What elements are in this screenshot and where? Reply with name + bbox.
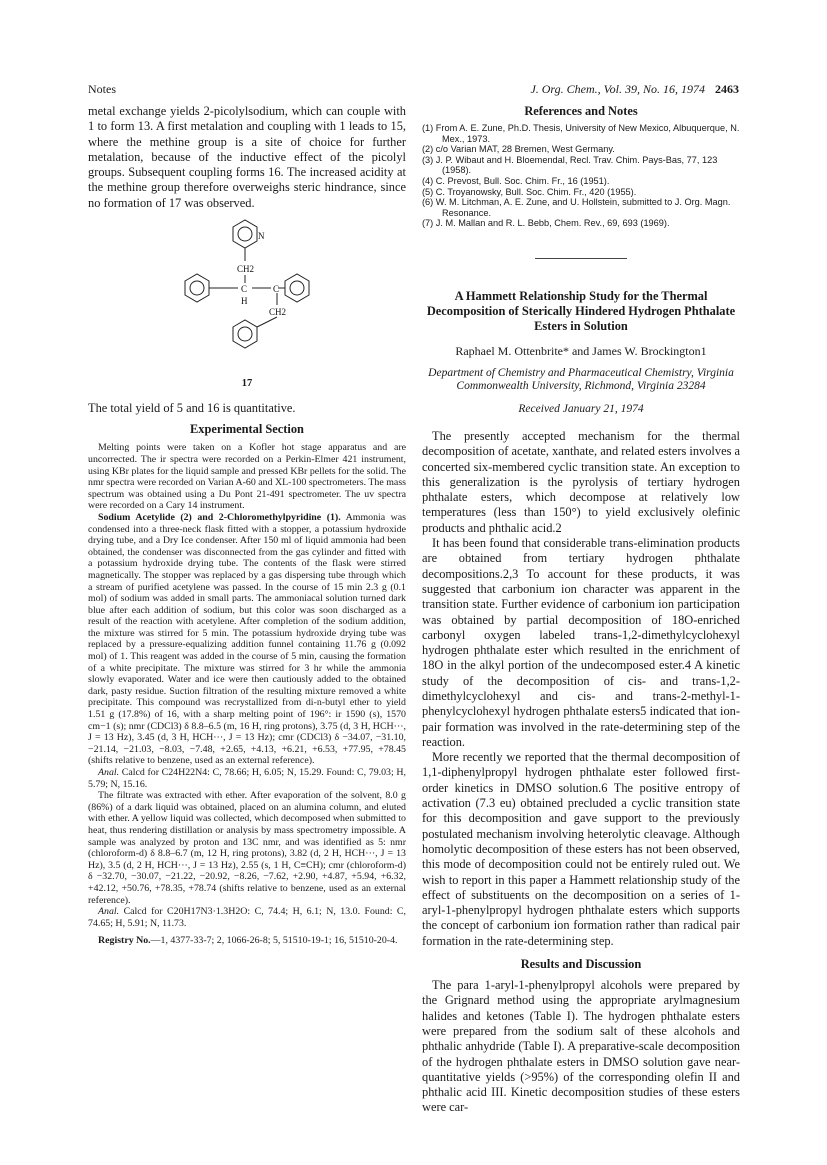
body-paragraph-4: The para 1-aryl-1-phenylpropyl alcohols were prepared by the Grignard method using the appropriate arylmagnesium halides and ketones (Table I). The hydrogen phthalate esters were prepared from the sodium salt of these alcohols and phthalic anhydride (Table I). A preparative-scale decomposition of the hydrogen phthalate esters in DMSO solution gave near-quantitative yields (>95%) of the corresponding olefin II and phthalic acid III. Kinetic decomposition studies of these esters were car- [422, 978, 740, 1115]
experimental-paragraph-1: Melting points were taken on a Kofler hot stage apparatus and are uncorrected. The ir spectra were recorded on a Perkin-Elmer 421 instrument, using KBr plates for the liquid sample and pressed KBr pellets for the solid. The nmr spectra were recorded on Varian A-60 and XL-100 spectrometers. The mass spectrum was obtained using a Du Pont 21-491 spectrometer. The uv spectra were recorded on a Cary 14 instrument. [88, 442, 406, 512]
body-paragraph-3: More recently we reported that the thermal decomposition of 1,1-diphenylpropyl hydrogen phthalate ester followed first-order kinetics in DMSO solution.6 The positive entropy of activation (7.3 eu) obtained precluded a cyclic transition state for this decomposition and gave support to the previously postulated mechanism involving heterolytic cleavage. Although homolytic decomposition of these esters has not been observed, this mode of decomposition could not be entirely ruled out. We wish to report in this paper a Hammett relationship study of the effect of substituents on the decomposition on a series of 1-aryl-1-phenylpropyl hydrogen phthalate esters which supports the concept of carbonium ion formation rather than radical pair formation in the rate-determining step. [422, 750, 740, 948]
experimental-heading: Experimental Section [190, 422, 304, 437]
reference-item: (7) J. M. Mallan and R. L. Bebb, Chem. Rev., 69, 693 (1969). [422, 218, 670, 229]
structure-diagram [173, 217, 323, 349]
body-paragraph-1: The presently accepted mechanism for the thermal decomposition of acetate, xanthate, and related esters involves a concerted six-membered cyclic transition state. An exception to this generalization is the pyrolysis of tertiary hydrogen phthalate esters, which decompose at relatively low temperatures (less than 150°) to yield exclusively olefinic products and phthalic acid.2 [422, 428, 740, 535]
right-column [422, 104, 740, 1116]
analysis-16 [88, 767, 406, 790]
registry-numbers [88, 935, 406, 947]
page-number: 2463 [715, 82, 739, 96]
anal-body: Calcd for C24H22N4: C, 78.66; H, 6.05; N, 15.29. Found: C, 79.03; H, 5.79; N, 15.16. [88, 767, 406, 790]
received-date: Received January 21, 1974 [518, 402, 644, 415]
references-heading: References and Notes [524, 104, 638, 118]
running-header-section: Notes [88, 82, 116, 96]
c-left-label: C [241, 284, 248, 295]
references-list [422, 123, 740, 229]
anal-label: Anal. [98, 767, 120, 778]
running-header-journal [530, 82, 739, 97]
experimental-paragraph-3: The filtrate was extracted with ether. After evaporation of the solvent, 8.0 g (86%) of a dark liquid was obtained, placed on an alumina column, and eluted with ether. A yellow liquid was collected, which decomposed when submitted to heat, thus rendering distillation or analysis by mass spectrometry impossible. A sample was analyzed by proton and 13C nmr, and was identified as 5: nmr (chloroform-d) δ 8.8–6.7 (m, 12 H, ring protons), 3.82 (d, 2 H, HCH···, J = 13 Hz), 3.5 (d, 2 H, HCH···, J = 13 Hz), 2.55 (s, 1 H, C≡CH); cmr (chloroform-d) δ −32.70, −30.07, −21.22, −20.92, −8.26, −7.62, +2.90, +4.87, +5.94, +6.32, +42.12, +50.76, +78.35, +78.74 (shifts relative to benzene, used as an external reference). [88, 790, 406, 906]
registry-body: —1, 4377-33-7; 2, 1066-26-8; 5, 51510-19-1; 16, 51510-20-4. [150, 935, 398, 947]
registry-label: Registry No. [98, 935, 151, 947]
total-yield-text: The total yield of 5 and 16 is quantitative. [88, 401, 296, 416]
analysis-5 [88, 906, 406, 929]
article-authors: Raphael M. Ottenbrite* and James W. Brockington1 [455, 343, 707, 358]
procedure-heading: Sodium Acetylide (2) and 2-Chloromethylpyridine (1). [98, 511, 341, 523]
compound-number: 17 [241, 378, 253, 390]
body-paragraph-2: It has been found that considerable trans-elimination products are obtained from tertiary hydrogen phthalate decompositions.2,3 To account for these products, it was suggested that carbonium ion character was apparent in the transition state. Further evidence of carbonium ion participation was obtained by partial decomposition of 18O-enriched carbonyl oxygen labeled trans-1,2-dimethylcyclohexyl hydrogen phthalate ester which resulted in the enrichment of 18O in the alkyl portion of the undecomposed ester.4 A kinetic study of the decomposition of cis- and trans-1,2-dimethylcyclohexyl and cis- and trans-2-methyl-1-phenylcyclohexyl hydrogen phthalate esters5 indicated that ion-pair formation was involved in the rate-determining step of the reaction. [422, 536, 740, 749]
author-affiliation: Department of Chemistry and Pharmaceutical Chemistry, Virginia Commonwealth University, Richmond, Virginia 23284 [428, 366, 734, 393]
left-column [88, 104, 406, 947]
n-label: N [258, 231, 265, 242]
anal-body: Calcd for C20H17N3·1.3H2O: C, 74.4; H, 6.1; N, 13.0. Found: C, 74.65; H, 5.91; N, 11.73. [88, 906, 406, 929]
reference-item: (3) J. P. Wibaut and H. Bloemendal, Recl. Trav. Chim. Pays-Bas, 77, 123 (1958). [422, 154, 718, 176]
reference-item: (5) C. Troyanowsky, Bull. Soc. Chim. Fr., 420 (1955). [422, 186, 637, 197]
ch2-top-label: CH2 [237, 264, 255, 275]
section-divider [535, 258, 627, 259]
h-label: H [241, 296, 248, 307]
reference-item: (2) c/o Varian MAT, 28 Bremen, West Germany. [422, 144, 615, 155]
reference-item: (6) W. M. Litchman, A. E. Zune, and U. Hollstein, submitted to J. Org. Magn. Resonance. [422, 197, 731, 218]
experimental-paragraph-2 [88, 512, 406, 767]
c-right-label: C [273, 284, 280, 295]
reference-item: (4) C. Prevost, Bull. Soc. Chim. Fr., 16 (1951). [422, 175, 610, 186]
article-title: A Hammett Relationship Study for the Thermal Decomposition of Sterically Hindered Hydrogen Phthalate Esters in Solution [426, 288, 736, 333]
ch2-bottom-label: CH2 [269, 307, 287, 318]
compound-17-structure [88, 217, 406, 372]
anal-label: Anal. [98, 906, 120, 918]
procedure-body: Ammonia was condensed into a three-neck flask fitted with a stopper, a potassium hydroxide drying tube, and a Dry Ice condenser. After 150 ml of liquid ammonia had been obtained, the condenser was disconnected from the gas cylinder and fitted with a potassium hydroxide drying tube. The contents of the flask were stirred magnetically. The stopper was replaced by a gas dispersing tube through which a stream of purified acetylene was passed. In the course of 15 min 2.3 g (0.1 mol) of sodium was added in small parts. The ammoniacal solution turned dark blue after each addition of sodium, but this color was soon discharged as a result of the reaction with acetylene. After completion of the sodium addition, the mixture was stirred for 5 min. The potassium hydroxide drying tube was replaced by a pressure-equalizing addition funnel containing 11.76 g (0.092 mol) of 1. This reagent was added in the course of 5 min, causing the formation of a white precipitate. The mixture was stirred for 3 hr while the ammonia slowly evaporated. Water and ice were then cautiously added to the obtained dark, pasty residue. Suction filtration of the resulting mixture removed a white precipitate. This compound was recrystallized from di-n-butyl ether to yield 1.51 g (17.8%) of 16, with a sharp melting point of 196°: ir 1590 (s), 1570 cm−1 (s); nmr (CDCl3) δ 8.8–6.5 (m, 16 H, ring protons), 3.75 (d, 3 H, HCH···, J = 13 Hz), 3.45 (d, 3 H, HCH···, J = 13 Hz); cmr (CDCl3) δ −34.07, −31.10, −21.14, −21.03, −8.03, −7.48, +2.65, +4.13, +6.21, +6.53, +77.95, +78.45 (shifts relative to benzene, used as an external reference). [88, 511, 407, 767]
results-heading: Results and Discussion [520, 957, 642, 972]
reference-item: (1) From A. E. Zune, Ph.D. Thesis, University of New Mexico, Albuquerque, N. Mex., 1973. [422, 123, 740, 144]
intro-paragraph: metal exchange yields 2-picolylsodium, which can couple with 1 to form 13. A first metalation and coupling with 1 leads to 15, where the methine group is a site of choice for further metalation, because of the inductive effect of the picolyl groups. Subsequent coupling forms 16. The increased acidity at the methine group therefore overweighs steric hindrance, since no formation of 17 was observed. [88, 104, 406, 210]
journal-citation: J. Org. Chem., Vol. 39, No. 16, 1974 [530, 82, 705, 96]
